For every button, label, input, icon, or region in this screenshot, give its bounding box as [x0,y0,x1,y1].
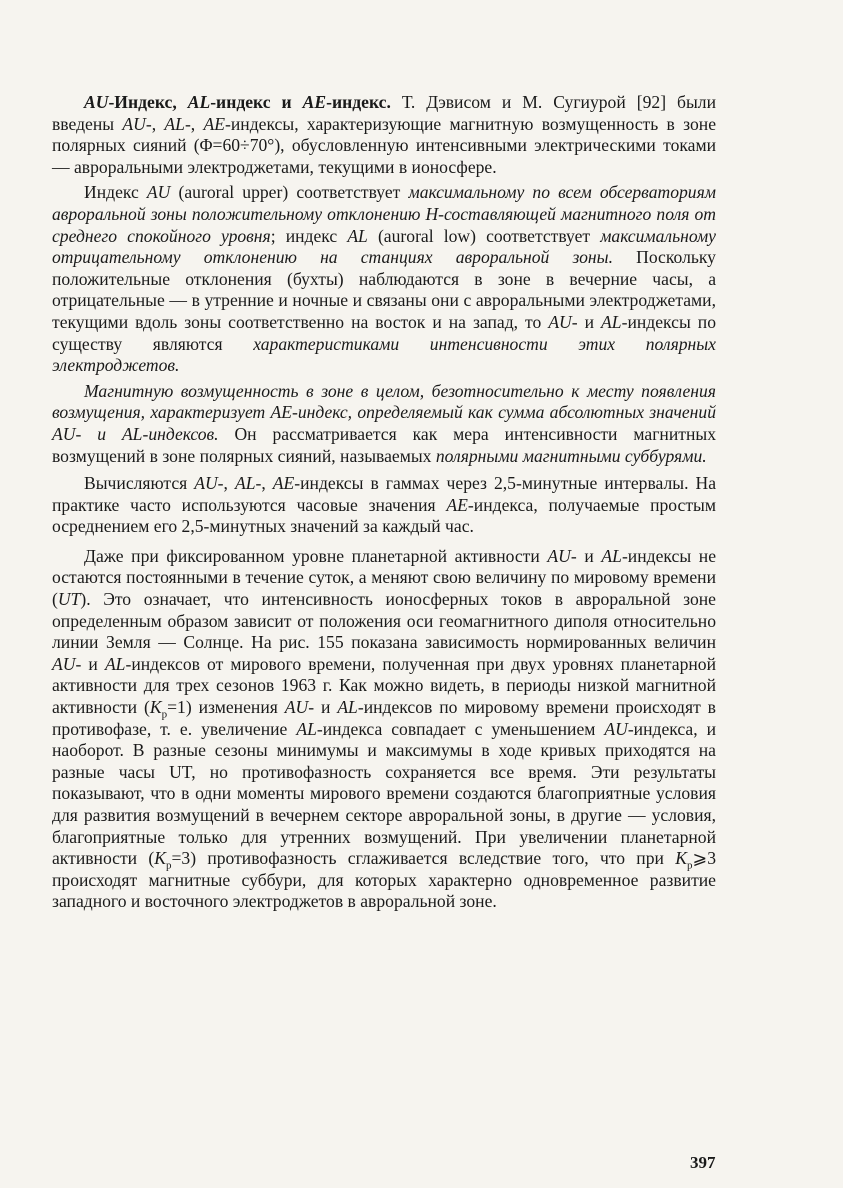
page-number: 397 [690,1153,716,1172]
paragraph-computation: Вычисляются AU-, AL-, AE-индексы в гаммах через 2,5-минутные интервалы. На практике часто используются часовые значения AE-индекса, получаемые простым осреднением его 2,5-минутных значений за каждый час. [52,473,717,537]
paragraph-ut-dependence: Даже при фиксированном уровне планетарной активности AU- и AL-индексы не остаются постоянными в течение суток, а меняют свою величину по мировому времени (UT). Это означает, что интенсивность ионосферных токов в авроральной зоне определенным образом зависит от положения оси геомагнитного диполя относительно линии Земля — Солнце. На рис. 155 показана зависимость нормированных величин AU- и AL-индексов от мирового времени, полученная при двух уровнях планетарной активности для трех сезонов 1963 г. Как можно видеть, в периоды низкой магнитной активности $(K_p=1)$ изменения AU- и AL-индексов по мировому времени происходят в противофазе, т. е. увеличение AL-индекса совпадает с уменьшением AU-индекса, и наоборот. В разные сезоны минимумы и максимумы в ходе кривых приходятся на разные часы UT, но противофазность сохраняется все время. Эти результаты показывают, что в одни моменты мирового времени создаются благоприятные условия для развития возмущений в вечернем секторе авроральной зоны, в другие — условия, благоприятные только для утренних возмущений. При увеличении планетарной активности $(K_p=3)$ противофазность сглаживается вследствие того, что при $K_p⩾3$ происходят магнитные суббури, для которых характерно одновременное развитие западного и восточного электроджетов в авроральной зоне. [52,545,716,912]
page-body [52,92,716,919]
paragraph-indices-intro: AU-Индекс, AL-индекс и AE-индекс. Т. Дэвисом и М. Сугиурой [92] были введены AU-, AL-, AE-индексы, характеризующие магнитную возмущенность в зоне полярных сияний (Φ=60÷70°), обусловленную интенсивными электрическими токами — авроральными электроджетами, текущими в ионосфере. [52,92,717,177]
paragraph-au-al-definition: Индекс AU (auroral upper) соответствует максимальному по всем обсерваториям авроральной зоны положительному отклонению H-составляющей магнитного поля от среднего спокойного уровня; индекс AL (auroral low) соответствует максимальному отрицательному отклонению на станциях авроральной зоны. Поскольку положительные отклонения (бухты) наблюдаются в зоне в вечерние часы, а отрицательные — в утренние и ночные и связаны они с авроральными электроджетами, текущими вдоль зоны соответственно на восток и на запад, то AU- и AL-индексы по существу являются характеристиками интенсивности этих полярных электроджетов. [52,182,716,376]
paragraph-ae-definition: Магнитную возмущенность в зоне в целом, безотносительно к месту появления возмущения, характеризует AE-индекс, определяемый как сумма абсолютных значений AU- и AL-индексов. Он рассматривается как мера интенсивности магнитных возмущений в зоне полярных сияний, называемых полярными магнитными суббурями. [52,380,716,466]
